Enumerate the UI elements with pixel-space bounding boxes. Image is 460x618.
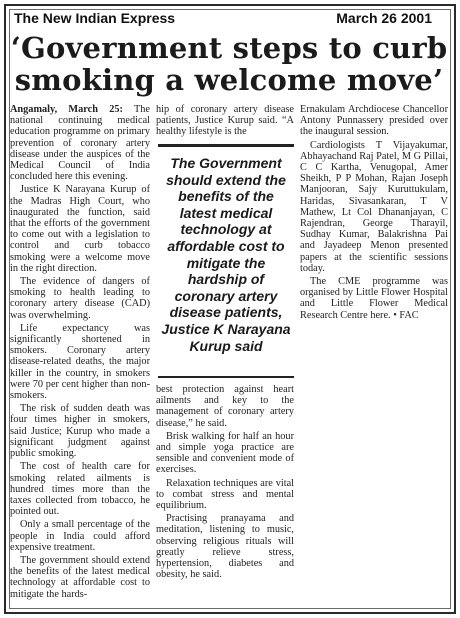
paragraph: Justice K Narayana Kurup of the Madras High Court, who inaugurated the function, said that the efforts of the government to come out with a legislation to control and curb tobacco smoking were a welcome move in the right direction.	[10, 184, 150, 274]
paragraph: The evidence of dangers of smoking to health leading to coronary artery disease (CAD) was overwhelming.	[10, 276, 150, 321]
article-column-2-top	[156, 104, 294, 140]
paragraph: Ernakulam Archdiocese Chancellor Antony Punnassery presided over the inaugural session.	[300, 104, 448, 138]
paragraph: Only a small percentage of the people in India could afford expensive treatment.	[10, 519, 150, 553]
paragraph: Cardiologists T Vijayakumar, Abhayachand Raj Patel, M G Pillai, C C Kartha, Venugopal, Amer Sheikh, P P Mohan, Rajan Joseph Manjooran, Sajy Kuruttukulam, Haridas, Sivasankaran, T V Mathew, Lt Col Dhananjayan, C Rajendran, George Tharayil, Sudhay Kumar, Balakrishna Pai and Jayadeep Menon presented papers at the scientific sessions today.	[300, 139, 448, 274]
paragraph: Brisk walking for half an hour and simple yoga practice are sensible and convenient mode of exercises.	[156, 430, 294, 476]
pull-quote: The Government should extend the benefits of the latest medical technology at affordable cost to mitigate the hardship of coronary artery disease patients, Justice K Narayana Kurup said	[158, 144, 294, 378]
masthead	[14, 10, 446, 30]
paragraph: Angamaly, March 25: The national continuing medical education programme on primary prevention of coronary artery disease under the auspices of the Medical Council of India concluded here this evening.	[10, 104, 150, 183]
headline	[10, 32, 448, 96]
paragraph: The CME programme was organised by Little Flower Hospital and Little Flower Medical Research Centre here. • FAC	[300, 276, 448, 321]
dateline: Angamaly, March 25:	[10, 104, 123, 115]
paragraph: The risk of sudden death was four times higher in smokers, said Justice; Kurup who made a significant judgment against public smoking.	[10, 403, 150, 460]
publication-date: March 26 2001	[336, 10, 432, 26]
paragraph: Practising pranayama and meditation, listening to music, observing religious rituals will greatly relieve stress, hypertension, diabetes and obesity, he said.	[156, 513, 294, 581]
article-column-3	[300, 104, 448, 323]
article-column-2-bottom	[156, 384, 294, 582]
headline-line-1: ‘Government steps to curb	[10, 31, 448, 65]
paragraph: best protection against heart ailments and key to the management of coronary artery disease,” he said.	[156, 384, 294, 429]
publication-name: The New Indian Express	[14, 10, 176, 26]
paragraph: The government should extend the benefits of the latest medical technology at affordable cost to mitigate the hards-	[10, 554, 150, 600]
article-column-1	[10, 104, 150, 602]
paragraph: Relaxation techniques are vital to combat stress and mental equilibrium.	[156, 477, 294, 512]
headline-line-2: smoking a welcome move’	[14, 63, 444, 97]
paragraph: Life expectancy was significantly shortened in smokers. Coronary artery disease-related deaths, the major killer in the country, in smokers were 70 per cent higher than non-smokers.	[10, 322, 150, 402]
paragraph: hip of coronary artery disease patients, Justice Kurup said. “A healthy lifestyle is the	[156, 104, 294, 138]
newspaper-clipping	[10, 32, 448, 608]
paragraph: The cost of health care for smoking related ailments is hundred times more than the taxes collected from tobacco, he pointed out.	[10, 461, 150, 518]
